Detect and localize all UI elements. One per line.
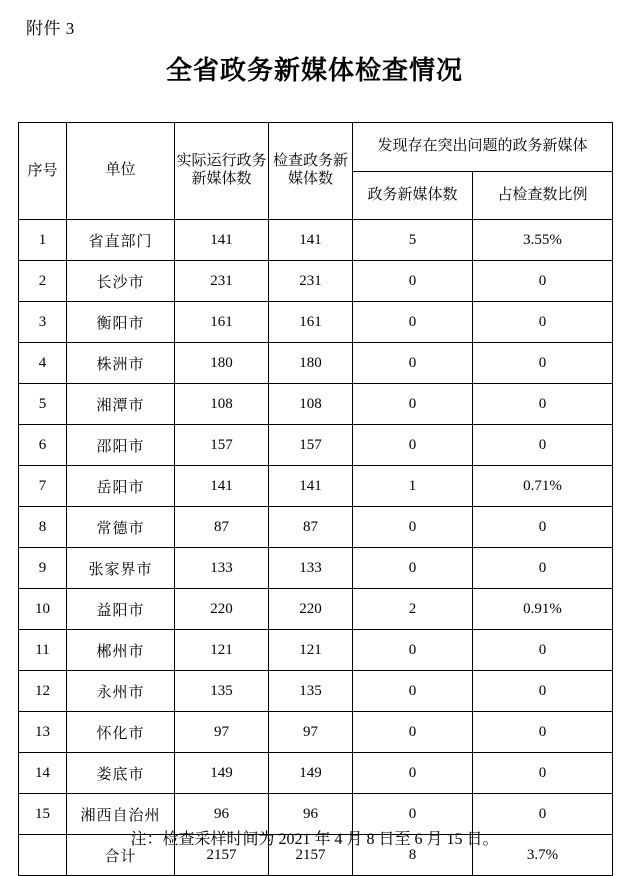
table-row xyxy=(19,466,613,507)
cell-running: 97 xyxy=(175,712,269,753)
cell-ratio: 3.55% xyxy=(473,220,613,261)
cell-index: 10 xyxy=(19,589,67,630)
cell-index: 6 xyxy=(19,425,67,466)
cell-checked: 97 xyxy=(269,712,353,753)
cell-running: 141 xyxy=(175,220,269,261)
cell-ratio: 0 xyxy=(473,302,613,343)
cell-unit: 衡阳市 xyxy=(67,302,175,343)
cell-running: 96 xyxy=(175,794,269,835)
cell-problem: 0 xyxy=(353,302,473,343)
header-checked-count: 检查政务新媒体数 xyxy=(269,123,353,220)
cell-checked: 135 xyxy=(269,671,353,712)
cell-problem: 5 xyxy=(353,220,473,261)
cell-unit: 株洲市 xyxy=(67,343,175,384)
header-problem-count: 政务新媒体数 xyxy=(353,171,473,220)
header-problem-ratio: 占检查数比例 xyxy=(473,171,613,220)
cell-running: 180 xyxy=(175,343,269,384)
cell-problem: 0 xyxy=(353,384,473,425)
cell-unit: 娄底市 xyxy=(67,753,175,794)
cell-running: 141 xyxy=(175,466,269,507)
cell-index: 4 xyxy=(19,343,67,384)
cell-index: 15 xyxy=(19,794,67,835)
table-note: 注：检查采样时间为 2021 年 4 月 8 日至 6 月 15 日。 xyxy=(130,831,499,848)
cell-index: 5 xyxy=(19,384,67,425)
cell-checked: 149 xyxy=(269,753,353,794)
cell-index: 13 xyxy=(19,712,67,753)
cell-unit: 长沙市 xyxy=(67,261,175,302)
cell-ratio: 0 xyxy=(473,384,613,425)
cell-unit: 郴州市 xyxy=(67,630,175,671)
table-row xyxy=(19,671,613,712)
cell-running: 161 xyxy=(175,302,269,343)
cell-checked: 231 xyxy=(269,261,353,302)
table-row xyxy=(19,343,613,384)
media-inspection-table xyxy=(18,122,613,876)
cell-problem: 0 xyxy=(353,794,473,835)
cell-running: 231 xyxy=(175,261,269,302)
cell-ratio: 0.91% xyxy=(473,589,613,630)
table-row xyxy=(19,548,613,589)
cell-checked: 141 xyxy=(269,466,353,507)
cell-checked: 161 xyxy=(269,302,353,343)
cell-unit: 怀化市 xyxy=(67,712,175,753)
attachment-label: 附件 3 xyxy=(26,19,75,38)
cell-ratio: 0 xyxy=(473,794,613,835)
cell-checked: 87 xyxy=(269,507,353,548)
cell-checked: 157 xyxy=(269,425,353,466)
cell-index: 14 xyxy=(19,753,67,794)
cell-index: 2 xyxy=(19,261,67,302)
table-row xyxy=(19,261,613,302)
cell-checked: 141 xyxy=(269,220,353,261)
cell-unit: 湘西自治州 xyxy=(67,794,175,835)
cell-ratio: 0 xyxy=(473,671,613,712)
table-row xyxy=(19,425,613,466)
cell-index: 12 xyxy=(19,671,67,712)
cell-problem: 0 xyxy=(353,712,473,753)
cell-ratio: 0 xyxy=(473,343,613,384)
cell-ratio: 0 xyxy=(473,425,613,466)
cell-running: 133 xyxy=(175,548,269,589)
cell-index: 8 xyxy=(19,507,67,548)
cell-problem: 2 xyxy=(353,589,473,630)
cell-index: 1 xyxy=(19,220,67,261)
cell-index: 7 xyxy=(19,466,67,507)
cell-ratio: 0 xyxy=(473,753,613,794)
header-running-count: 实际运行政务新媒体数 xyxy=(175,123,269,220)
table-row xyxy=(19,630,613,671)
cell-running: 220 xyxy=(175,589,269,630)
cell-unit: 永州市 xyxy=(67,671,175,712)
cell-checked: 180 xyxy=(269,343,353,384)
cell-checked: 220 xyxy=(269,589,353,630)
header-unit: 单位 xyxy=(67,123,175,220)
cell-problem: 8 xyxy=(353,835,473,876)
cell-unit: 益阳市 xyxy=(67,589,175,630)
cell-unit: 张家界市 xyxy=(67,548,175,589)
table-row xyxy=(19,507,613,548)
table-header xyxy=(19,123,613,220)
cell-problem: 0 xyxy=(353,753,473,794)
cell-running: 149 xyxy=(175,753,269,794)
cell-unit: 岳阳市 xyxy=(67,466,175,507)
cell-problem: 0 xyxy=(353,261,473,302)
table-row xyxy=(19,589,613,630)
page-title: 全省政务新媒体检查情况 xyxy=(165,55,463,85)
cell-ratio: 0 xyxy=(473,630,613,671)
cell-ratio: 0.71% xyxy=(473,466,613,507)
cell-running: 87 xyxy=(175,507,269,548)
cell-unit: 湘潭市 xyxy=(67,384,175,425)
cell-unit: 邵阳市 xyxy=(67,425,175,466)
cell-problem: 0 xyxy=(353,671,473,712)
cell-running: 121 xyxy=(175,630,269,671)
cell-checked: 108 xyxy=(269,384,353,425)
table-row xyxy=(19,384,613,425)
cell-index: 11 xyxy=(19,630,67,671)
table-row xyxy=(19,712,613,753)
cell-problem: 0 xyxy=(353,548,473,589)
cell-running: 2157 xyxy=(175,835,269,876)
cell-checked: 121 xyxy=(269,630,353,671)
header-index: 序号 xyxy=(19,123,67,220)
cell-ratio: 0 xyxy=(473,507,613,548)
cell-running: 108 xyxy=(175,384,269,425)
cell-ratio: 0 xyxy=(473,712,613,753)
cell-index: 3 xyxy=(19,302,67,343)
cell-total-label: 合计 xyxy=(67,835,175,876)
header-problem-group: 发现存在突出问题的政务新媒体 xyxy=(353,123,613,172)
cell-problem: 0 xyxy=(353,507,473,548)
cell-ratio: 3.7% xyxy=(473,835,613,876)
table-row xyxy=(19,220,613,261)
table-row xyxy=(19,753,613,794)
cell-index: 9 xyxy=(19,548,67,589)
cell-ratio: 0 xyxy=(473,261,613,302)
cell-running: 135 xyxy=(175,671,269,712)
cell-running: 157 xyxy=(175,425,269,466)
cell-checked: 133 xyxy=(269,548,353,589)
table-row xyxy=(19,302,613,343)
cell-problem: 0 xyxy=(353,630,473,671)
cell-problem: 0 xyxy=(353,343,473,384)
cell-checked: 96 xyxy=(269,794,353,835)
cell-problem: 0 xyxy=(353,425,473,466)
cell-checked: 2157 xyxy=(269,835,353,876)
cell-problem: 1 xyxy=(353,466,473,507)
table-body xyxy=(19,220,613,876)
cell-ratio: 0 xyxy=(473,548,613,589)
cell-unit: 常德市 xyxy=(67,507,175,548)
cell-unit: 省直部门 xyxy=(67,220,175,261)
